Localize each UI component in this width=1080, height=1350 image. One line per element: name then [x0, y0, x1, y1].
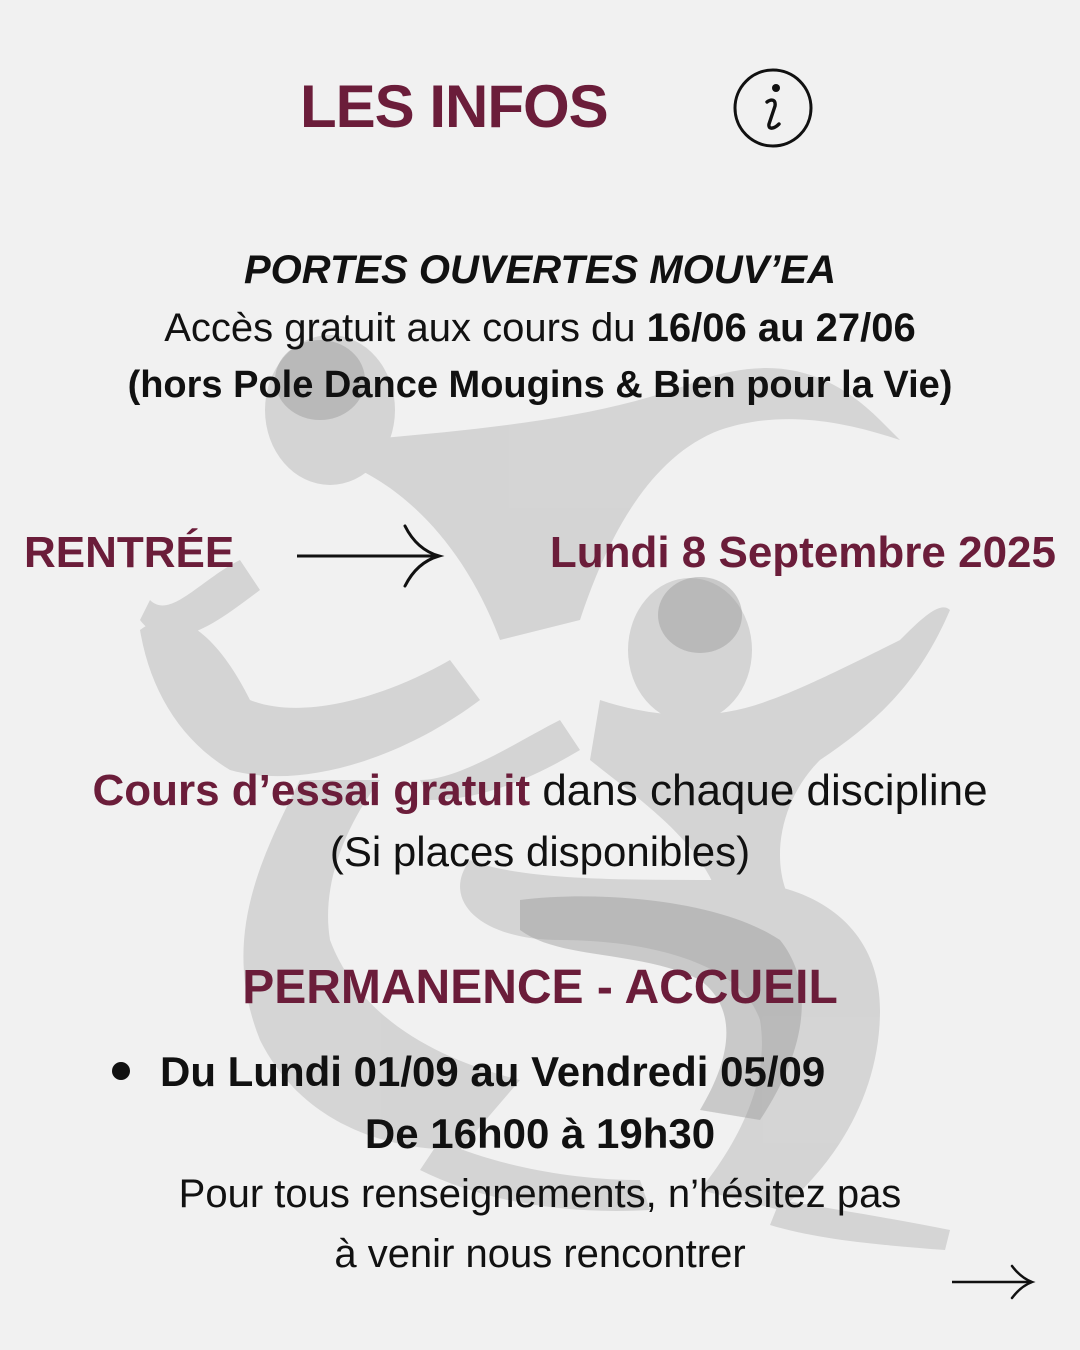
essai-highlight: Cours d’essai gratuit [92, 766, 531, 815]
essai-line [0, 766, 1080, 816]
permanence-hours: De 16h00 à 19h30 [364, 1110, 716, 1157]
portes-ouvertes-dates: 16/06 au 27/06 [646, 306, 916, 350]
permanence-info-line1: Pour tous renseignements, n’hésitez pas [178, 1172, 902, 1216]
essai-note: (Si places disponibles) [329, 828, 751, 875]
arrow-right-icon[interactable] [950, 1262, 1036, 1302]
essai-rest: dans chaque discipline [530, 766, 988, 815]
permanence-info-line2: à venir nous rencontrer [334, 1232, 746, 1276]
portes-ouvertes-line1 [0, 306, 1080, 351]
bullet-icon [112, 1062, 130, 1080]
rentree-label: RENTRÉE [24, 528, 235, 577]
permanence-days: Du Lundi 01/09 au Vendredi 05/09 [160, 1048, 826, 1095]
header [0, 66, 1080, 156]
portes-ouvertes-exclusions: (hors Pole Dance Mougins & Bien pour la Vie) [127, 364, 953, 406]
portes-ouvertes-heading: PORTES OUVERTES MOUV’EA [244, 248, 836, 292]
arrow-right-icon [295, 520, 445, 592]
page-title: LES INFOS [300, 73, 608, 140]
permanence-heading: PERMANENCE - ACCUEIL [242, 961, 838, 1014]
rentree-date: Lundi 8 Septembre 2025 [549, 528, 1056, 577]
portes-ouvertes-line1-text: Accès gratuit aux cours du [164, 306, 647, 350]
info-icon [731, 66, 815, 150]
